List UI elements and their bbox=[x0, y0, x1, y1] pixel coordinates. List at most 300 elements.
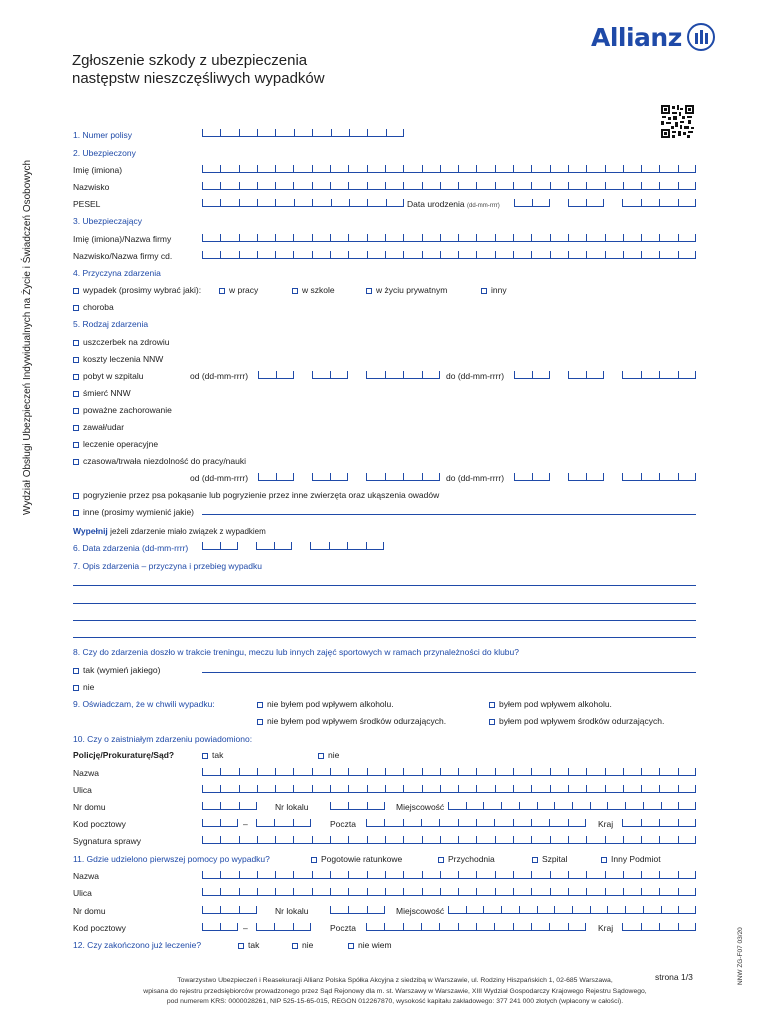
field-cell-divider bbox=[476, 836, 477, 843]
field-cell-divider bbox=[678, 182, 679, 189]
field-cell-divider bbox=[257, 768, 258, 775]
field-cell-divider bbox=[585, 923, 586, 930]
field-cell-divider bbox=[514, 371, 515, 378]
field-cell-divider bbox=[603, 473, 604, 480]
field-cell-divider bbox=[421, 923, 422, 930]
field-cell-divider bbox=[220, 251, 221, 258]
field-cell-divider bbox=[293, 923, 294, 930]
field-cell-divider bbox=[695, 906, 696, 913]
field-cell-divider bbox=[312, 785, 313, 792]
event-year-field[interactable] bbox=[310, 543, 384, 550]
field-cell-divider bbox=[348, 785, 349, 792]
cause-at-school-option[interactable]: w szkole bbox=[292, 285, 335, 295]
aid-post-field[interactable] bbox=[366, 924, 586, 931]
cause-other-option[interactable]: inny bbox=[481, 285, 507, 295]
first-aid-other-option[interactable]: Inny Podmiot bbox=[601, 854, 661, 864]
field-cell-divider bbox=[514, 473, 515, 480]
field-cell-divider bbox=[495, 871, 496, 878]
field-cell-divider bbox=[422, 785, 423, 792]
field-cell-divider bbox=[458, 768, 459, 775]
field-cell-divider bbox=[348, 251, 349, 258]
field-cell-divider bbox=[550, 888, 551, 895]
disability-from-day[interactable] bbox=[258, 474, 294, 481]
field-cell-divider bbox=[348, 234, 349, 241]
field-cell-divider bbox=[348, 802, 349, 809]
allianz-eagle-icon bbox=[687, 23, 715, 51]
field-cell-divider bbox=[659, 182, 660, 189]
field-cell-divider bbox=[403, 371, 404, 378]
field-cell-divider bbox=[202, 165, 203, 172]
police-name-field[interactable] bbox=[202, 769, 696, 776]
field-cell-divider bbox=[641, 371, 642, 378]
field-cell-divider bbox=[641, 473, 642, 480]
field-cell-divider bbox=[257, 785, 258, 792]
field-cell-divider bbox=[641, 165, 642, 172]
police-country-label: Kraj bbox=[598, 819, 614, 829]
event-type-option[interactable]: pogryzienie przez psa pokąsanie lub pogryzienie przez inne zwierzęta oraz ukąszenia owadów bbox=[73, 490, 439, 500]
surname-label: Nazwisko bbox=[73, 182, 110, 192]
section-2-title: 2. Ubezpieczony bbox=[73, 148, 136, 158]
field-cell-divider bbox=[239, 871, 240, 878]
field-cell-divider bbox=[220, 819, 221, 826]
field-cell-divider bbox=[586, 888, 587, 895]
field-cell-divider bbox=[202, 129, 203, 136]
cause-illness-option[interactable]: choroba bbox=[73, 302, 114, 312]
field-cell-divider bbox=[330, 371, 331, 378]
field-cell-divider bbox=[568, 871, 569, 878]
checkbox bbox=[532, 857, 538, 863]
checkbox bbox=[257, 702, 263, 708]
other-event-line[interactable] bbox=[202, 514, 696, 515]
field-cell-divider bbox=[568, 819, 569, 826]
description-line[interactable] bbox=[73, 620, 696, 621]
field-cell-divider bbox=[532, 199, 533, 206]
first-aid-ambulance-option[interactable]: Pogotowie ratunkowe bbox=[311, 854, 402, 864]
field-cell-divider bbox=[495, 785, 496, 792]
field-cell-divider bbox=[549, 819, 550, 826]
checkbox bbox=[73, 340, 79, 346]
treatment-unknown-option[interactable]: nie wiem bbox=[348, 940, 392, 950]
footer-line-1: Towarzystwo Ubezpieczeń i Reasekuracji Allianz Polska Spółka Akcyjna z siedzibą w Warszawie, ul. Rodziny Hiszpańskich 1, 02-685 Warszawa, bbox=[177, 977, 613, 984]
field-cell-divider bbox=[659, 371, 660, 378]
aid-house-field[interactable] bbox=[202, 907, 257, 914]
field-cell-divider bbox=[458, 923, 459, 930]
field-cell-divider bbox=[239, 836, 240, 843]
field-cell-divider bbox=[568, 923, 569, 930]
cause-at-work-option[interactable]: w pracy bbox=[219, 285, 258, 295]
aid-street-field[interactable] bbox=[202, 889, 696, 896]
checkbox bbox=[73, 288, 79, 294]
field-cell-divider bbox=[385, 888, 386, 895]
field-cell-divider bbox=[458, 234, 459, 241]
section-1-title: 1. Numer polisy bbox=[73, 130, 133, 140]
pesel-label: PESEL bbox=[73, 199, 101, 209]
field-cell-divider bbox=[641, 199, 642, 206]
field-cell-divider bbox=[366, 542, 367, 549]
police-postcode-1[interactable] bbox=[202, 820, 238, 827]
department-side-text: Wydział Obsługi Ubezpieczeń Indywidualnych na Życie i Świadczeń Osobowych bbox=[22, 159, 33, 515]
field-cell-divider bbox=[239, 906, 240, 913]
postcode-dash: – bbox=[243, 923, 248, 933]
hospital-from-label: od (dd-mm-rrrr) bbox=[190, 371, 249, 381]
field-cell-divider bbox=[312, 473, 313, 480]
field-cell-divider bbox=[220, 768, 221, 775]
field-cell-divider bbox=[367, 182, 368, 189]
field-cell-divider bbox=[513, 768, 514, 775]
title-line-1: Zgłoszenie szkody z ubezpieczenia bbox=[72, 52, 308, 69]
field-cell-divider bbox=[695, 802, 696, 809]
field-cell-divider bbox=[554, 906, 555, 913]
field-cell-divider bbox=[531, 819, 532, 826]
sport-yes-line[interactable] bbox=[202, 672, 696, 673]
field-cell-divider bbox=[641, 785, 642, 792]
field-cell-divider bbox=[550, 251, 551, 258]
field-cell-divider bbox=[275, 888, 276, 895]
field-cell-divider bbox=[239, 768, 240, 775]
field-cell-divider bbox=[476, 871, 477, 878]
event-type-option[interactable]: inne (prosimy wymienić jakie) bbox=[73, 507, 194, 517]
checkbox bbox=[73, 668, 79, 674]
field-cell-divider bbox=[349, 129, 350, 136]
field-cell-divider bbox=[257, 182, 258, 189]
police-street-field[interactable] bbox=[202, 786, 696, 793]
alcohol-option[interactable]: byłem pod wpływem alkoholu. bbox=[489, 699, 612, 709]
field-cell-divider bbox=[220, 165, 221, 172]
event-type-option[interactable]: zawał/udar bbox=[73, 422, 124, 432]
checkbox bbox=[318, 753, 324, 759]
birth-day-field[interactable] bbox=[514, 200, 550, 207]
field-cell-divider bbox=[386, 129, 387, 136]
aid-postcode-2[interactable] bbox=[256, 924, 311, 931]
section-12-title: 12. Czy zakończono już leczenie? bbox=[73, 940, 202, 950]
field-cell-divider bbox=[257, 836, 258, 843]
police-no-option[interactable]: nie bbox=[318, 750, 339, 760]
field-cell-divider bbox=[439, 923, 440, 930]
field-cell-divider bbox=[495, 251, 496, 258]
field-cell-divider bbox=[622, 473, 623, 480]
event-type-option[interactable]: czasowa/trwała niezdolność do pracy/nauki bbox=[73, 456, 246, 466]
field-cell-divider bbox=[275, 182, 276, 189]
hospital-from-month[interactable] bbox=[312, 372, 348, 379]
field-cell-divider bbox=[257, 129, 258, 136]
field-cell-divider bbox=[531, 923, 532, 930]
field-cell-divider bbox=[293, 888, 294, 895]
field-cell-divider bbox=[275, 871, 276, 878]
police-city-field[interactable] bbox=[448, 803, 696, 810]
field-cell-divider bbox=[403, 888, 404, 895]
hospital-to-year[interactable] bbox=[622, 372, 696, 379]
checkbox bbox=[202, 753, 208, 759]
field-cell-divider bbox=[220, 906, 221, 913]
field-cell-divider bbox=[550, 836, 551, 843]
field-cell-divider bbox=[384, 802, 385, 809]
field-cell-divider bbox=[349, 199, 350, 206]
field-cell-divider bbox=[622, 371, 623, 378]
policy-number-field[interactable] bbox=[202, 130, 404, 137]
field-cell-divider bbox=[568, 234, 569, 241]
aid-postcode-1[interactable] bbox=[202, 924, 238, 931]
field-cell-divider bbox=[641, 768, 642, 775]
field-cell-divider bbox=[568, 473, 569, 480]
footer-line-2: wpisana do rejestru przedsiębiorców prowadzonego przez Sąd Rejonowy dla m. st. Warszawy w Warszawie, XIII Wydział Gospodarczy Krajowego Rejestru Sądowego, bbox=[143, 987, 647, 995]
field-cell-divider bbox=[659, 888, 660, 895]
field-cell-divider bbox=[605, 768, 606, 775]
insurer-name-label: Imię (imiona)/Nazwa firmy bbox=[73, 234, 172, 244]
field-cell-divider bbox=[659, 165, 660, 172]
aid-name-field[interactable] bbox=[202, 872, 696, 879]
disability-to-month[interactable] bbox=[568, 474, 604, 481]
hospital-from-year[interactable] bbox=[366, 372, 440, 379]
field-cell-divider bbox=[458, 182, 459, 189]
event-type-option[interactable]: pobyt w szpitalu bbox=[73, 371, 143, 381]
field-cell-divider bbox=[605, 836, 606, 843]
treatment-no-option[interactable]: nie bbox=[292, 940, 313, 950]
checkbox bbox=[73, 442, 79, 448]
field-cell-divider bbox=[239, 802, 240, 809]
hospital-to-day[interactable] bbox=[514, 372, 550, 379]
field-cell-divider bbox=[293, 871, 294, 878]
drugs-option[interactable]: byłem pod wpływem środków odurzających. bbox=[489, 716, 664, 726]
police-postcode-2[interactable] bbox=[256, 820, 311, 827]
field-cell-divider bbox=[293, 473, 294, 480]
field-cell-divider bbox=[550, 234, 551, 241]
field-cell-divider bbox=[476, 251, 477, 258]
field-cell-divider bbox=[422, 371, 423, 378]
field-cell-divider bbox=[366, 923, 367, 930]
field-cell-divider bbox=[330, 836, 331, 843]
no-alcohol-option[interactable]: nie byłem pod wpływem alkoholu. bbox=[257, 699, 394, 709]
field-cell-divider bbox=[202, 768, 203, 775]
first-aid-hospital-option[interactable]: Szpital bbox=[532, 854, 568, 864]
hospital-to-month[interactable] bbox=[568, 372, 604, 379]
field-cell-divider bbox=[239, 199, 240, 206]
checkbox bbox=[311, 857, 317, 863]
aid-flat-field[interactable] bbox=[330, 907, 385, 914]
field-cell-divider bbox=[586, 251, 587, 258]
disability-from-year[interactable] bbox=[366, 474, 440, 481]
field-cell-divider bbox=[274, 923, 275, 930]
field-cell-divider bbox=[276, 473, 277, 480]
field-cell-divider bbox=[659, 819, 660, 826]
field-cell-divider bbox=[237, 923, 238, 930]
field-cell-divider bbox=[458, 819, 459, 826]
field-cell-divider bbox=[586, 182, 587, 189]
first-aid-clinic-option[interactable]: Przychodnia bbox=[438, 854, 495, 864]
insurer-name-field[interactable] bbox=[202, 235, 696, 242]
hospital-from-day[interactable] bbox=[258, 372, 294, 379]
field-cell-divider bbox=[623, 836, 624, 843]
field-cell-divider bbox=[330, 473, 331, 480]
description-line[interactable] bbox=[73, 637, 696, 638]
case-number-field[interactable] bbox=[202, 837, 696, 844]
field-cell-divider bbox=[367, 836, 368, 843]
field-cell-divider bbox=[347, 473, 348, 480]
cause-private-life-option[interactable]: w życiu prywatnym bbox=[366, 285, 447, 295]
field-cell-divider bbox=[385, 785, 386, 792]
disability-to-year[interactable] bbox=[622, 474, 696, 481]
event-type-option[interactable]: śmierć NNW bbox=[73, 388, 131, 398]
field-cell-divider bbox=[220, 836, 221, 843]
police-post-field[interactable] bbox=[366, 820, 586, 827]
field-cell-divider bbox=[385, 234, 386, 241]
field-cell-divider bbox=[330, 251, 331, 258]
surname-field[interactable] bbox=[202, 183, 696, 190]
field-cell-divider bbox=[678, 768, 679, 775]
field-cell-divider bbox=[519, 802, 520, 809]
field-cell-divider bbox=[678, 785, 679, 792]
event-day-field[interactable] bbox=[202, 543, 238, 550]
aid-city-field[interactable] bbox=[448, 907, 696, 914]
field-cell-divider bbox=[367, 251, 368, 258]
field-cell-divider bbox=[678, 836, 679, 843]
birth-year-field[interactable] bbox=[622, 200, 696, 207]
field-cell-divider bbox=[385, 251, 386, 258]
field-cell-divider bbox=[385, 165, 386, 172]
field-cell-divider bbox=[385, 473, 386, 480]
sport-no-option[interactable]: nie bbox=[73, 682, 94, 692]
aid-house-label: Nr domu bbox=[73, 906, 106, 916]
field-cell-divider bbox=[366, 371, 367, 378]
field-cell-divider bbox=[695, 871, 696, 878]
no-drugs-option[interactable]: nie byłem pod wpływem środków odurzających. bbox=[257, 716, 446, 726]
first-name-field[interactable] bbox=[202, 166, 696, 173]
field-cell-divider bbox=[695, 768, 696, 775]
field-cell-divider bbox=[331, 199, 332, 206]
field-cell-divider bbox=[586, 836, 587, 843]
field-cell-divider bbox=[440, 251, 441, 258]
police-yes-option[interactable]: tak bbox=[202, 750, 223, 760]
police-house-field[interactable] bbox=[202, 803, 257, 810]
field-cell-divider bbox=[659, 785, 660, 792]
field-cell-divider bbox=[386, 199, 387, 206]
disability-to-day[interactable] bbox=[514, 474, 550, 481]
field-cell-divider bbox=[422, 871, 423, 878]
field-cell-divider bbox=[422, 473, 423, 480]
field-cell-divider bbox=[348, 871, 349, 878]
postcode-dash: – bbox=[243, 819, 248, 829]
sport-yes-option[interactable]: tak (wymień jakiego) bbox=[73, 665, 160, 675]
title-line-2: następstw nieszczęśliwych wypadków bbox=[72, 70, 325, 87]
treatment-yes-option[interactable]: tak bbox=[238, 940, 259, 950]
field-cell-divider bbox=[572, 802, 573, 809]
field-cell-divider bbox=[695, 199, 696, 206]
field-cell-divider bbox=[257, 234, 258, 241]
field-cell-divider bbox=[568, 768, 569, 775]
field-cell-divider bbox=[293, 234, 294, 241]
field-cell-divider bbox=[202, 871, 203, 878]
disability-from-month[interactable] bbox=[312, 474, 348, 481]
field-cell-divider bbox=[312, 768, 313, 775]
field-cell-divider bbox=[622, 923, 623, 930]
field-cell-divider bbox=[623, 251, 624, 258]
field-cell-divider bbox=[220, 923, 221, 930]
cause-accident-option[interactable]: wypadek (prosimy wybrać jaki): bbox=[73, 285, 201, 295]
field-cell-divider bbox=[291, 542, 292, 549]
field-cell-divider bbox=[568, 165, 569, 172]
field-cell-divider bbox=[239, 251, 240, 258]
police-country-field[interactable] bbox=[622, 820, 696, 827]
aid-city-label: Miejscowość bbox=[396, 906, 445, 916]
event-type-option[interactable]: poważne zachorowanie bbox=[73, 405, 172, 415]
insurer-surname-field[interactable] bbox=[202, 252, 696, 259]
pesel-field[interactable] bbox=[202, 200, 404, 207]
field-cell-divider bbox=[448, 906, 449, 913]
field-cell-divider bbox=[257, 251, 258, 258]
field-cell-divider bbox=[678, 371, 679, 378]
aid-country-field[interactable] bbox=[622, 924, 696, 931]
police-flat-field[interactable] bbox=[330, 803, 385, 810]
field-cell-divider bbox=[202, 234, 203, 241]
field-cell-divider bbox=[586, 165, 587, 172]
logo-text: Allianz bbox=[591, 22, 682, 52]
event-type-option[interactable]: uszczerbek na zdrowiu bbox=[73, 337, 169, 347]
insurer-surname-label: Nazwisko/Nazwa firmy cd. bbox=[73, 251, 173, 261]
field-cell-divider bbox=[310, 542, 311, 549]
field-cell-divider bbox=[367, 199, 368, 206]
field-cell-divider bbox=[513, 819, 514, 826]
field-cell-divider bbox=[367, 234, 368, 241]
field-cell-divider bbox=[586, 785, 587, 792]
police-postcode-label: Kod pocztowy bbox=[73, 819, 126, 829]
field-cell-divider bbox=[312, 871, 313, 878]
field-cell-divider bbox=[421, 819, 422, 826]
field-cell-divider bbox=[440, 888, 441, 895]
field-cell-divider bbox=[466, 802, 467, 809]
field-cell-divider bbox=[256, 923, 257, 930]
field-cell-divider bbox=[590, 906, 591, 913]
field-cell-divider bbox=[440, 234, 441, 241]
field-cell-divider bbox=[568, 182, 569, 189]
field-cell-divider bbox=[202, 923, 203, 930]
field-cell-divider bbox=[549, 199, 550, 206]
disability-to-label: do (dd-mm-rrrr) bbox=[446, 473, 505, 483]
field-cell-divider bbox=[422, 165, 423, 172]
description-line[interactable] bbox=[73, 585, 696, 586]
field-cell-divider bbox=[603, 371, 604, 378]
event-type-option[interactable]: koszty leczenia NNW bbox=[73, 354, 163, 364]
field-cell-divider bbox=[603, 199, 604, 206]
police-name-label: Nazwa bbox=[73, 768, 99, 778]
section-10-title: 10. Czy o zaistniałym zdarzeniu powiadomiono: bbox=[73, 734, 253, 744]
field-cell-divider bbox=[348, 836, 349, 843]
field-cell-divider bbox=[586, 371, 587, 378]
field-cell-divider bbox=[695, 251, 696, 258]
field-cell-divider bbox=[537, 802, 538, 809]
field-cell-divider bbox=[330, 871, 331, 878]
field-cell-divider bbox=[532, 473, 533, 480]
birth-month-field[interactable] bbox=[568, 200, 604, 207]
case-number-label: Sygnatura sprawy bbox=[73, 836, 142, 846]
checkbox bbox=[73, 391, 79, 397]
field-cell-divider bbox=[695, 836, 696, 843]
field-cell-divider bbox=[220, 802, 221, 809]
field-cell-divider bbox=[256, 542, 257, 549]
event-type-option[interactable]: leczenie operacyjne bbox=[73, 439, 158, 449]
field-cell-divider bbox=[641, 251, 642, 258]
event-month-field[interactable] bbox=[256, 543, 292, 550]
field-cell-divider bbox=[678, 199, 679, 206]
field-cell-divider bbox=[403, 768, 404, 775]
field-cell-divider bbox=[312, 836, 313, 843]
section-7-title: 7. Opis zdarzenia – przyczyna i przebieg wypadku bbox=[73, 561, 262, 571]
field-cell-divider bbox=[202, 802, 203, 809]
aid-street-label: Ulica bbox=[73, 888, 92, 898]
field-cell-divider bbox=[513, 785, 514, 792]
description-line[interactable] bbox=[73, 603, 696, 604]
checkbox bbox=[73, 408, 79, 414]
field-cell-divider bbox=[659, 199, 660, 206]
field-cell-divider bbox=[293, 819, 294, 826]
